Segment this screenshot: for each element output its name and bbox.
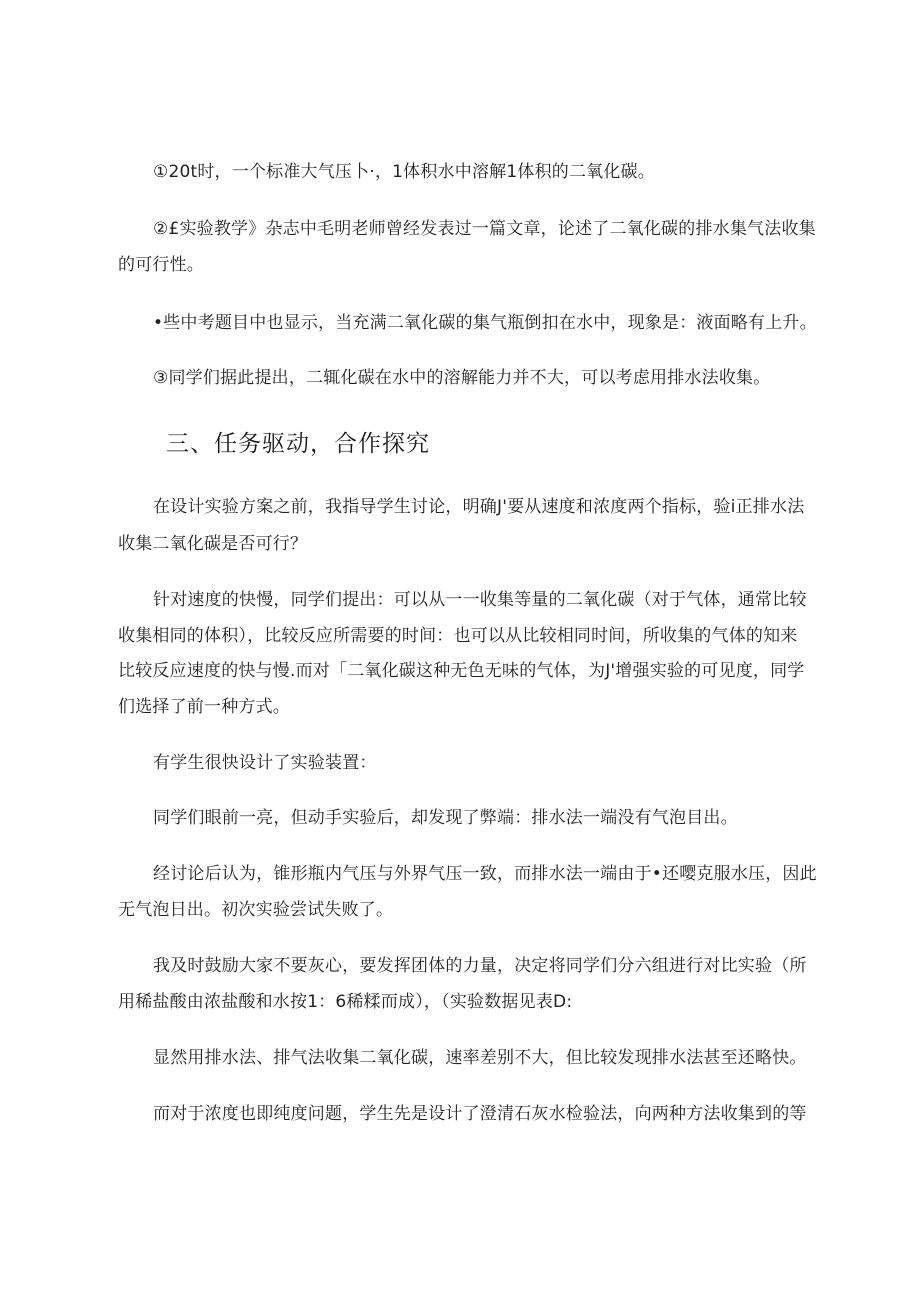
text-line-1: ①20t时，一个标准大气压卜·，1体积水中溶解1体积的二氧化碳。 xyxy=(153,162,655,182)
section-heading: 三、任务驱动，合作探究 xyxy=(166,431,430,457)
text-line-5: ③同学们据此提出，二辄化碳在水中的溶解能力并不大，可以考虑用排水法收集。 xyxy=(153,368,771,388)
text-line-6: 在设计实验方案之前，我指导学生讨论，明确J'要从速度和浓度两个指标，验i正排水法 xyxy=(153,497,805,517)
text-line-3: 的可行性。 xyxy=(118,255,204,275)
text-line-7: 收集二氧化碳是否可行？ xyxy=(118,534,308,554)
text-line-13: 同学们眼前一亮，但动手实验后，却发现了弊端：排水法一端没有气泡目出。 xyxy=(153,808,738,828)
text-line-11: 们选择了前一种方式。 xyxy=(118,697,290,717)
text-line-12: 有学生很快设计了实验装置： xyxy=(153,753,377,773)
text-line-18: 显然用排水法、排气法收集二氧化碳，速率差别不大，但比较发现排水法甚至还略快。 xyxy=(153,1048,807,1068)
text-line-19: 而对于浓度也即纯度问题，学生先是设计了澄清石灰水检验法，向两种方法收集到的等 xyxy=(153,1104,807,1124)
text-line-17: 用稀盐酸由浓盐酸和水按1：6稀糅而成），（实验数据见表D: xyxy=(118,992,573,1012)
text-line-16: 我及时鼓励大家不要灰心，要发挥团体的力量，决定将同学们分六组进行对比实验（所 xyxy=(153,956,807,976)
text-line-14: 经讨论后认为，锥形瓶内气压与外界气压一致，而排水法一端由于•还嘤克服水压，因此 xyxy=(153,864,817,884)
text-line-9: 收集相同的体积），比较反应所需要的时间：也可以从比较相同时间，所收集的气体的知来 xyxy=(118,626,798,646)
text-line-4: •些中考题目中也显示，当充满二氧化碳的集气瓶倒扣在水中，现象是：液面略有上升。 xyxy=(153,313,817,333)
text-line-15: 无气泡日出。初次实验尝试失败了。 xyxy=(118,900,394,920)
text-line-2: ②£实验教学》杂志中毛明老师曾经发表过一篇文章，论述了二氧化碳的排水集气法收集 xyxy=(153,219,816,239)
text-line-8: 针对速度的快慢，同学们提出：可以从一一收集等量的二氧化碳（对于气体，通常比较 xyxy=(153,590,807,610)
text-line-10: 比较反应速度的快与慢.而对「二氧化碳这种无色无味的气体，为J'增强实验的可见度，同学 xyxy=(118,661,805,681)
